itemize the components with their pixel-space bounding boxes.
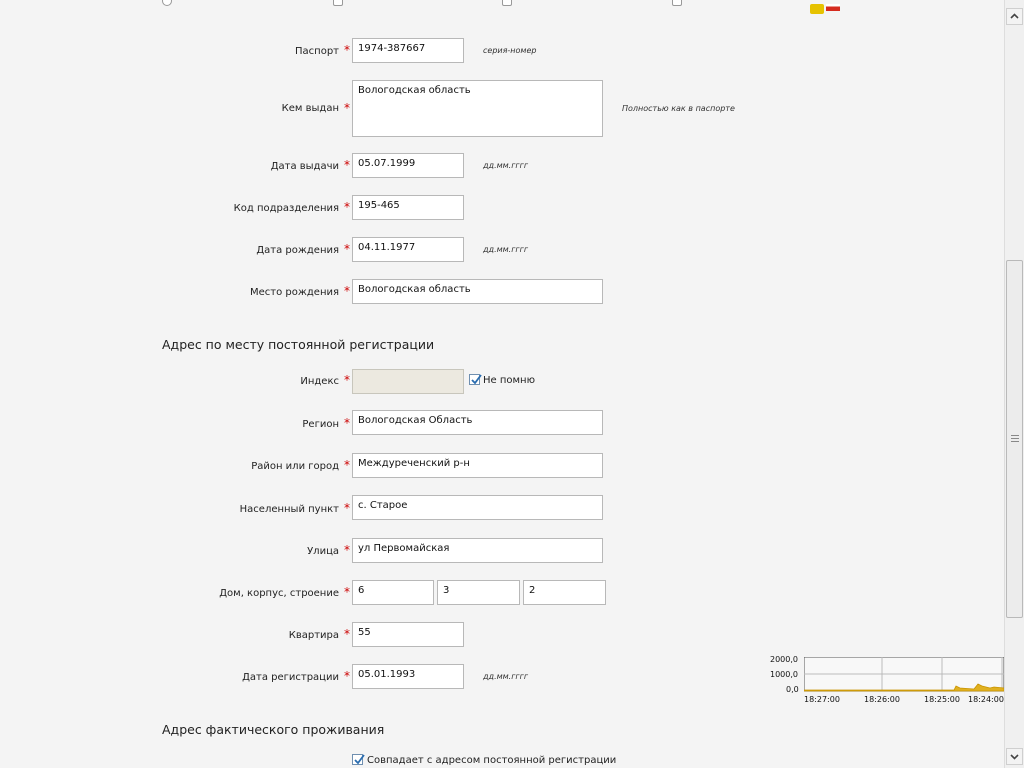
birth-date-input[interactable]: 04.11.1977	[352, 237, 464, 262]
radio-1[interactable]	[162, 0, 172, 6]
required-mark: *	[344, 543, 350, 557]
graph-x-label-2: 18:26:00	[864, 695, 900, 704]
arrow-up-icon	[1007, 9, 1022, 24]
birth-place-input[interactable]: Вологодская область	[352, 279, 603, 304]
top-radio-row	[0, 0, 1000, 10]
required-mark: *	[344, 158, 350, 172]
actual-section-title: Адрес фактического проживания	[162, 722, 385, 737]
checkmark-icon	[353, 754, 365, 766]
graph-y-label-min: 0,0	[786, 685, 799, 694]
division-code-label: Код подразделения	[233, 203, 339, 214]
graph-x-label-1: 18:27:00	[804, 695, 840, 704]
passport-input[interactable]: 1974-387667	[352, 38, 464, 63]
radio-3[interactable]	[502, 0, 512, 6]
required-mark: *	[344, 585, 350, 599]
graph-x-label-3: 18:25:00	[924, 695, 960, 704]
required-mark: *	[344, 627, 350, 641]
graph-plot	[804, 657, 1004, 693]
house-structure-input[interactable]: 2	[523, 580, 606, 605]
birth-date-label: Дата рождения	[256, 245, 339, 256]
passport-label: Паспорт	[295, 46, 339, 57]
required-mark: *	[344, 501, 350, 515]
scroll-thumb[interactable]	[1006, 260, 1023, 618]
index-unknown-checkbox[interactable]	[469, 374, 480, 385]
arrow-down-icon	[1007, 749, 1022, 764]
graph-y-label-max: 2000,0	[770, 655, 798, 664]
index-input[interactable]	[352, 369, 464, 394]
region-label: Регион	[302, 419, 339, 430]
required-mark: *	[344, 101, 350, 115]
network-graph	[760, 652, 1004, 708]
graph-x-label-4: 18:24:00	[968, 695, 1004, 704]
apartment-input[interactable]: 55	[352, 622, 464, 647]
issued-by-hint: Полностью как в паспорте	[622, 104, 735, 113]
scroll-down-button[interactable]	[1006, 748, 1023, 765]
reg-section-title: Адрес по месту постоянной регистрации	[162, 337, 435, 352]
house-building-input[interactable]: 3	[437, 580, 520, 605]
required-mark: *	[344, 416, 350, 430]
street-input[interactable]: ул Первомайская	[352, 538, 603, 563]
radio-2[interactable]	[333, 0, 343, 6]
checkmark-icon	[470, 374, 482, 386]
district-input[interactable]: Междуреченский р-н	[352, 453, 603, 478]
issue-date-label: Дата выдачи	[270, 161, 339, 172]
flag-icon	[826, 4, 840, 11]
required-mark: *	[344, 284, 350, 298]
issue-date-hint: дд.мм.гггг	[483, 161, 529, 170]
same-address-label: Совпадает с адресом постоянной регистрации	[367, 755, 617, 766]
required-mark: *	[344, 242, 350, 256]
vertical-scrollbar[interactable]	[1004, 0, 1024, 768]
issued-by-label: Кем выдан	[281, 103, 339, 114]
grip-line	[1011, 438, 1019, 439]
birth-date-hint: дд.мм.гггг	[483, 245, 529, 254]
region-input[interactable]: Вологодская Область	[352, 410, 603, 435]
passport-hint: серия-номер	[483, 46, 537, 55]
issue-date-input[interactable]: 05.07.1999	[352, 153, 464, 178]
required-mark: *	[344, 43, 350, 57]
reg-date-hint: дд.мм.гггг	[483, 672, 529, 681]
grip-line	[1011, 435, 1019, 436]
required-mark: *	[344, 669, 350, 683]
index-label: Индекс	[300, 376, 339, 387]
issued-by-textarea[interactable]: Вологодская область	[352, 80, 603, 137]
street-label: Улица	[307, 546, 339, 557]
reg-date-label: Дата регистрации	[242, 672, 339, 683]
locality-label: Населенный пункт	[239, 504, 339, 515]
reg-date-input[interactable]: 05.01.1993	[352, 664, 464, 689]
birth-place-label: Место рождения	[250, 287, 339, 298]
required-mark: *	[344, 373, 350, 387]
same-address-checkbox[interactable]	[352, 754, 363, 765]
grip-line	[1011, 441, 1019, 442]
required-mark: *	[344, 200, 350, 214]
apartment-label: Квартира	[288, 630, 339, 641]
division-code-input[interactable]: 195-465	[352, 195, 464, 220]
radio-4[interactable]	[672, 0, 682, 6]
house-label: Дом, корпус, строение	[219, 588, 339, 599]
required-mark: *	[344, 458, 350, 472]
house-number-input[interactable]: 6	[352, 580, 434, 605]
district-label: Район или город	[251, 461, 339, 472]
graph-y-label-mid: 1000,0	[770, 670, 798, 679]
scroll-up-button[interactable]	[1006, 8, 1023, 25]
coins-icon	[810, 4, 824, 14]
index-unknown-label: Не помню	[483, 375, 536, 386]
locality-input[interactable]: с. Старое	[352, 495, 603, 520]
